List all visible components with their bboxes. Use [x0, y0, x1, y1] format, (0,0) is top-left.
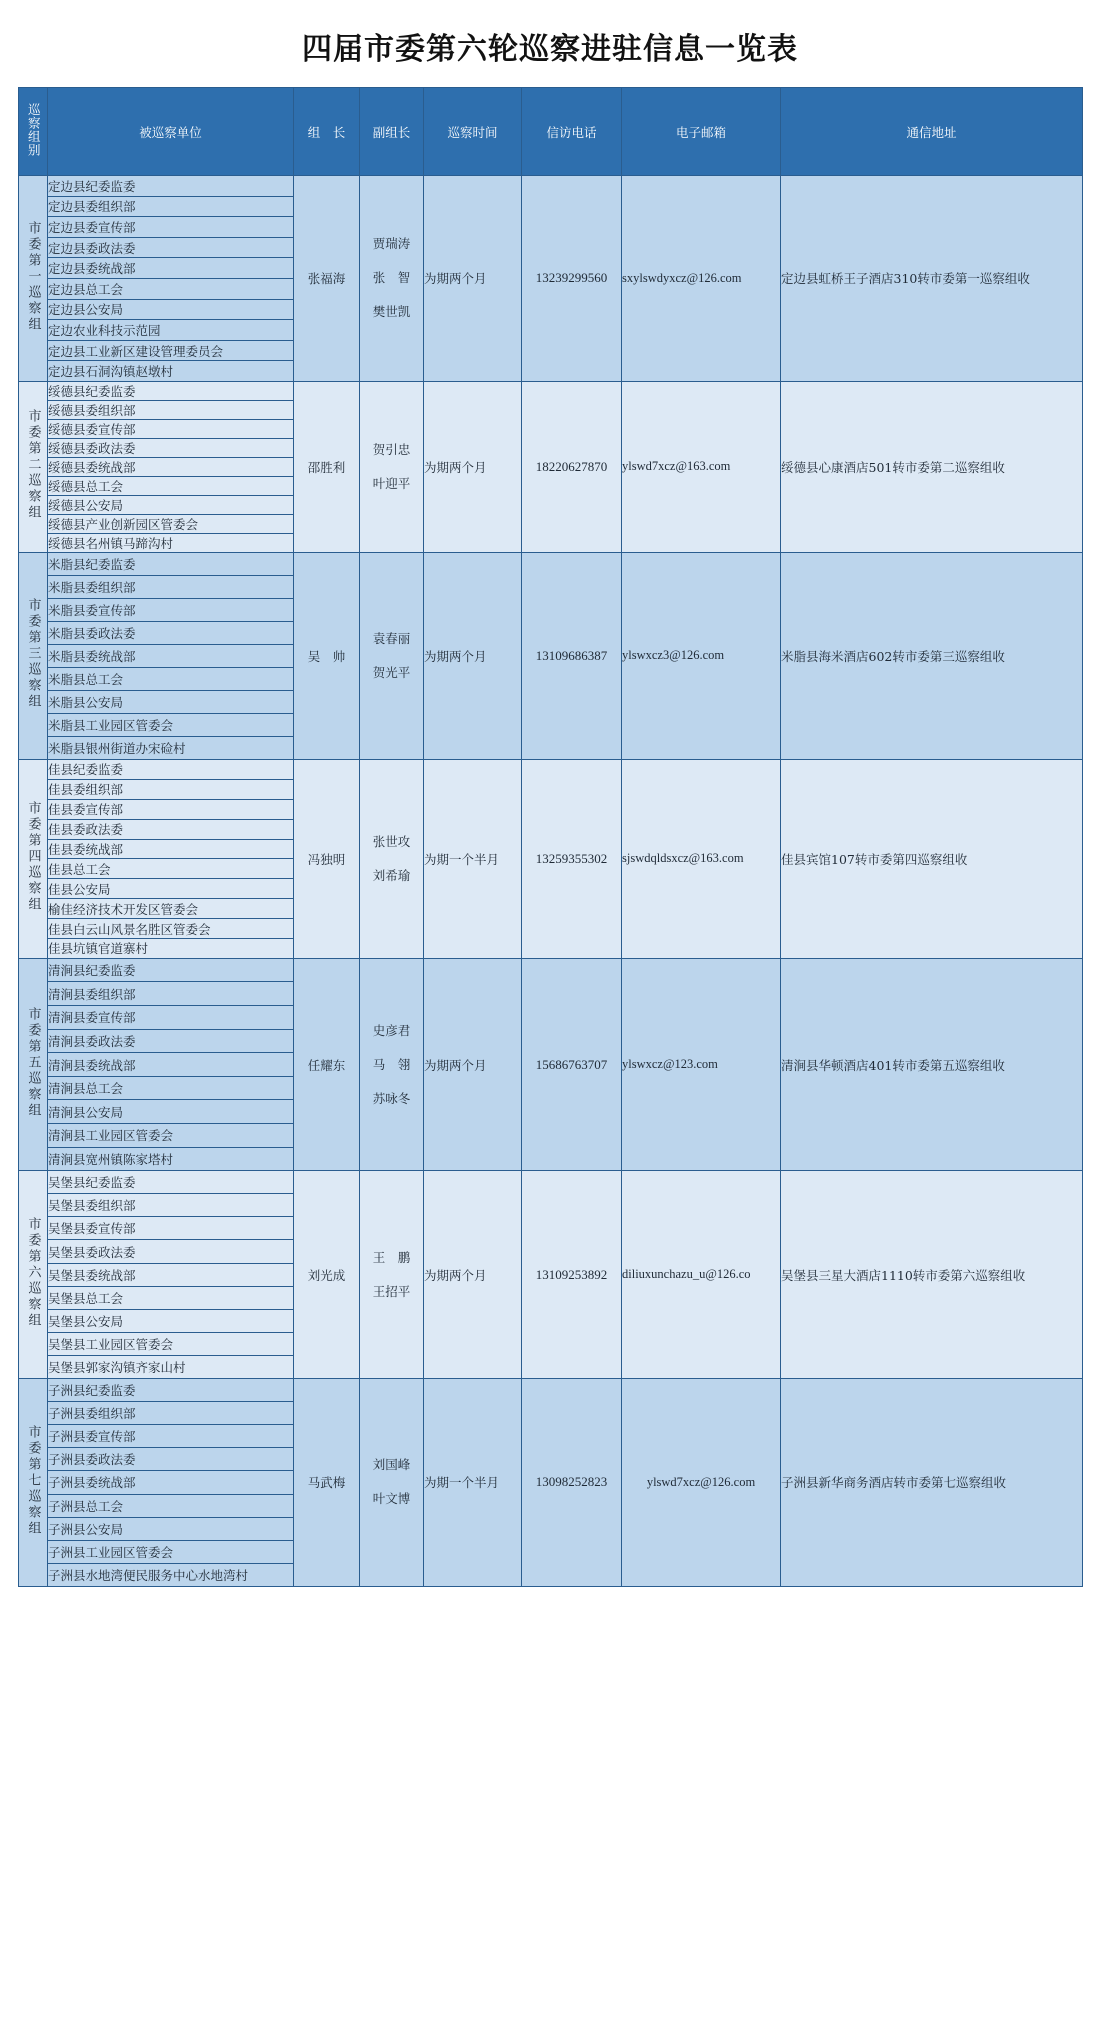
- inspected-unit: 绥德县委政法委: [48, 438, 294, 457]
- inspection-period: 为期两个月: [424, 958, 522, 1170]
- deputy-leaders: [360, 759, 424, 958]
- mailing-address: 米脂县海米酒店602转市委第三巡察组收: [781, 552, 1083, 759]
- deputy-leader: 贺光平: [372, 664, 411, 680]
- deputy-leaders: [360, 176, 424, 382]
- inspected-unit: 米脂县纪委监委: [48, 552, 294, 575]
- deputy-leader: 贾瑞涛: [372, 236, 411, 252]
- deputy-leader: 刘希瑜: [372, 867, 411, 883]
- complaint-phone: 13098252823: [522, 1379, 622, 1587]
- header-period: 巡察时间: [424, 88, 522, 176]
- deputy-leader: 张 智: [372, 270, 411, 286]
- inspected-unit: 子洲县委组织部: [48, 1402, 294, 1425]
- deputy-leader: 王 鹏: [372, 1249, 411, 1265]
- inspected-unit: 米脂县公安局: [48, 690, 294, 713]
- inspection-period: 为期一个半月: [424, 759, 522, 958]
- inspected-unit: 吴堡县总工会: [48, 1286, 294, 1309]
- deputy-leader: 马 翎: [372, 1056, 411, 1072]
- group-leader: 马武梅: [294, 1379, 360, 1587]
- mailing-address: 清涧县华顿酒店401转市委第五巡察组收: [781, 958, 1083, 1170]
- inspected-unit: 吴堡县委政法委: [48, 1240, 294, 1263]
- group-name: 市委第七巡察组: [25, 1424, 41, 1537]
- deputy-leader: 史彦君: [372, 1022, 411, 1038]
- group-name-cell: [19, 958, 48, 1170]
- inspected-unit: 佳县委组织部: [48, 779, 294, 799]
- deputy-leader: 刘国峰: [372, 1457, 411, 1473]
- inspected-unit: 绥德县纪委监委: [48, 381, 294, 400]
- inspected-unit: 米脂县委宣传部: [48, 598, 294, 621]
- header-email: 电子邮箱: [622, 88, 781, 176]
- inspection-period: 为期两个月: [424, 1171, 522, 1379]
- complaint-phone: 18220627870: [522, 381, 622, 552]
- inspected-unit: 子洲县总工会: [48, 1494, 294, 1517]
- inspected-unit: 吴堡县委统战部: [48, 1263, 294, 1286]
- inspected-unit: 绥德县公安局: [48, 495, 294, 514]
- contact-email: ylswxcz3@126.com: [622, 552, 781, 759]
- deputy-leader: 叶迎平: [372, 475, 411, 491]
- inspected-unit: 米脂县工业园区管委会: [48, 713, 294, 736]
- inspected-unit: 米脂县委政法委: [48, 621, 294, 644]
- inspected-unit: 吴堡县工业园区管委会: [48, 1332, 294, 1355]
- group-name: 市委第三巡察组: [25, 598, 41, 711]
- inspected-unit: 吴堡县郭家沟镇齐家山村: [48, 1355, 294, 1378]
- inspected-unit: 绥德县委宣传部: [48, 419, 294, 438]
- page-title: 四届市委第六轮巡察进驻信息一览表: [302, 32, 798, 67]
- mailing-address: 绥德县心康酒店501转市委第二巡察组收: [781, 381, 1083, 552]
- inspection-period: 为期两个月: [424, 552, 522, 759]
- header-group: 巡察组别: [19, 88, 48, 176]
- group-name-cell: [19, 759, 48, 958]
- inspected-unit: 绥德县委组织部: [48, 400, 294, 419]
- roster-body: [19, 176, 1083, 1587]
- inspected-unit: 清涧县纪委监委: [48, 958, 294, 982]
- contact-email: ylswd7xcz@126.com: [622, 1379, 781, 1587]
- inspected-unit: 定边县委政法委: [48, 237, 294, 258]
- inspected-unit: 佳县白云山风景名胜区管委会: [48, 919, 294, 939]
- inspection-period: 为期两个月: [424, 176, 522, 382]
- deputy-leader: 叶文博: [372, 1491, 411, 1507]
- header-row: [19, 88, 1083, 176]
- inspected-unit: 吴堡县委组织部: [48, 1194, 294, 1217]
- table-row: [19, 381, 1083, 400]
- group-name: 市委第一巡察组: [25, 220, 41, 333]
- group-leader: 张福海: [294, 176, 360, 382]
- inspected-unit: 清涧县委组织部: [48, 982, 294, 1006]
- table-row: [19, 552, 1083, 575]
- inspected-unit: 吴堡县公安局: [48, 1309, 294, 1332]
- inspected-unit: 清涧县工业园区管委会: [48, 1124, 294, 1148]
- inspected-unit: 清涧县委宣传部: [48, 1006, 294, 1030]
- inspected-unit: 定边县总工会: [48, 278, 294, 299]
- inspected-unit: 定边县工业新区建设管理委员会: [48, 340, 294, 361]
- group-name-cell: [19, 381, 48, 552]
- deputy-leader: 樊世凯: [372, 304, 411, 320]
- inspected-unit: 佳县纪委监委: [48, 759, 294, 779]
- inspection-period: 为期两个月: [424, 381, 522, 552]
- contact-email: ylswxcz@123.com: [622, 958, 781, 1170]
- mailing-address: 定边县虹桥王子酒店310转市委第一巡察组收: [781, 176, 1083, 382]
- inspected-unit: 绥德县委统战部: [48, 457, 294, 476]
- inspected-unit: 米脂县总工会: [48, 667, 294, 690]
- inspected-unit: 子洲县委政法委: [48, 1448, 294, 1471]
- inspected-unit: 定边县委组织部: [48, 196, 294, 217]
- inspection-period: 为期一个半月: [424, 1379, 522, 1587]
- table-row: [19, 759, 1083, 779]
- group-leader: 吴 帅: [294, 552, 360, 759]
- contact-email: diliuxunchazu_u@126.co: [622, 1171, 781, 1379]
- inspected-unit: 佳县委统战部: [48, 839, 294, 859]
- table-row: [19, 176, 1083, 197]
- contact-email: sjswdqldsxcz@163.com: [622, 759, 781, 958]
- inspected-unit: 子洲县委统战部: [48, 1471, 294, 1494]
- mailing-address: 吴堡县三星大酒店1110转市委第六巡察组收: [781, 1171, 1083, 1379]
- inspected-unit: 米脂县委统战部: [48, 644, 294, 667]
- inspected-unit: 绥德县名州镇马蹄沟村: [48, 533, 294, 552]
- deputy-leaders: [360, 381, 424, 552]
- deputy-leader: 张世攻: [372, 833, 411, 849]
- inspected-unit: 榆佳经济技术开发区管委会: [48, 899, 294, 919]
- contact-email: ylswd7xcz@163.com: [622, 381, 781, 552]
- deputy-leader: 袁春丽: [372, 630, 411, 646]
- inspected-unit: 子洲县纪委监委: [48, 1379, 294, 1402]
- inspected-unit: 清涧县委政法委: [48, 1029, 294, 1053]
- inspected-unit: 绥德县总工会: [48, 476, 294, 495]
- group-leader: 邵胜利: [294, 381, 360, 552]
- inspected-unit: 米脂县委组织部: [48, 575, 294, 598]
- group-name: 市委第二巡察组: [25, 409, 41, 522]
- inspected-unit: 佳县委政法委: [48, 819, 294, 839]
- inspected-unit: 佳县总工会: [48, 859, 294, 879]
- inspection-roster-table: [18, 87, 1083, 1587]
- inspected-unit: 定边县委宣传部: [48, 217, 294, 238]
- inspected-unit: 定边县公安局: [48, 299, 294, 320]
- inspected-unit: 米脂县银州街道办宋硷村: [48, 736, 294, 759]
- deputy-leaders: [360, 958, 424, 1170]
- group-name-cell: [19, 176, 48, 382]
- inspected-unit: 定边县纪委监委: [48, 176, 294, 197]
- header-deputy: 副组长: [360, 88, 424, 176]
- deputy-leaders: [360, 1379, 424, 1587]
- table-row: [19, 1379, 1083, 1402]
- inspected-unit: 吴堡县纪委监委: [48, 1171, 294, 1194]
- header-leader: 组 长: [294, 88, 360, 176]
- inspected-unit: 子洲县委宣传部: [48, 1425, 294, 1448]
- group-leader: 刘光成: [294, 1171, 360, 1379]
- complaint-phone: 13109686387: [522, 552, 622, 759]
- header-unit: 被巡察单位: [48, 88, 294, 176]
- group-name: 市委第四巡察组: [25, 801, 41, 914]
- header-phone: 信访电话: [522, 88, 622, 176]
- inspected-unit: 定边县委统战部: [48, 258, 294, 279]
- mailing-address: 佳县宾馆107转市委第四巡察组收: [781, 759, 1083, 958]
- deputy-leader: 王招平: [372, 1283, 411, 1299]
- inspected-unit: 子洲县工业园区管委会: [48, 1540, 294, 1563]
- group-leader: 冯独明: [294, 759, 360, 958]
- group-leader: 任耀东: [294, 958, 360, 1170]
- inspected-unit: 绥德县产业创新园区管委会: [48, 514, 294, 533]
- inspected-unit: 清涧县公安局: [48, 1100, 294, 1124]
- inspected-unit: 佳县委宣传部: [48, 799, 294, 819]
- inspected-unit: 吴堡县委宣传部: [48, 1217, 294, 1240]
- header-address: 通信地址: [781, 88, 1083, 176]
- inspected-unit: 佳县坑镇官道寨村: [48, 938, 294, 958]
- inspected-unit: 定边县石洞沟镇赵墩村: [48, 361, 294, 382]
- group-name: 市委第六巡察组: [25, 1217, 41, 1330]
- contact-email: sxylswdyxcz@126.com: [622, 176, 781, 382]
- inspected-unit: 子洲县公安局: [48, 1517, 294, 1540]
- complaint-phone: 13109253892: [522, 1171, 622, 1379]
- table-row: [19, 1171, 1083, 1194]
- complaint-phone: 15686763707: [522, 958, 622, 1170]
- complaint-phone: 13239299560: [522, 176, 622, 382]
- inspected-unit: 清涧县宽州镇陈家塔村: [48, 1147, 294, 1171]
- inspected-unit: 子洲县水地湾便民服务中心水地湾村: [48, 1563, 294, 1586]
- inspected-unit: 清涧县委统战部: [48, 1053, 294, 1077]
- mailing-address: 子洲县新华商务酒店转市委第七巡察组收: [781, 1379, 1083, 1587]
- deputy-leader: 苏咏冬: [372, 1090, 411, 1106]
- inspected-unit: 清涧县总工会: [48, 1076, 294, 1100]
- deputy-leaders: [360, 1171, 424, 1379]
- table-row: [19, 958, 1083, 982]
- group-name-cell: [19, 1171, 48, 1379]
- group-name-cell: [19, 552, 48, 759]
- inspected-unit: 定边农业科技示范园: [48, 320, 294, 341]
- group-name: 市委第五巡察组: [25, 1007, 41, 1120]
- group-name-cell: [19, 1379, 48, 1587]
- deputy-leaders: [360, 552, 424, 759]
- inspected-unit: 佳县公安局: [48, 879, 294, 899]
- complaint-phone: 13259355302: [522, 759, 622, 958]
- deputy-leader: 贺引忠: [372, 441, 411, 457]
